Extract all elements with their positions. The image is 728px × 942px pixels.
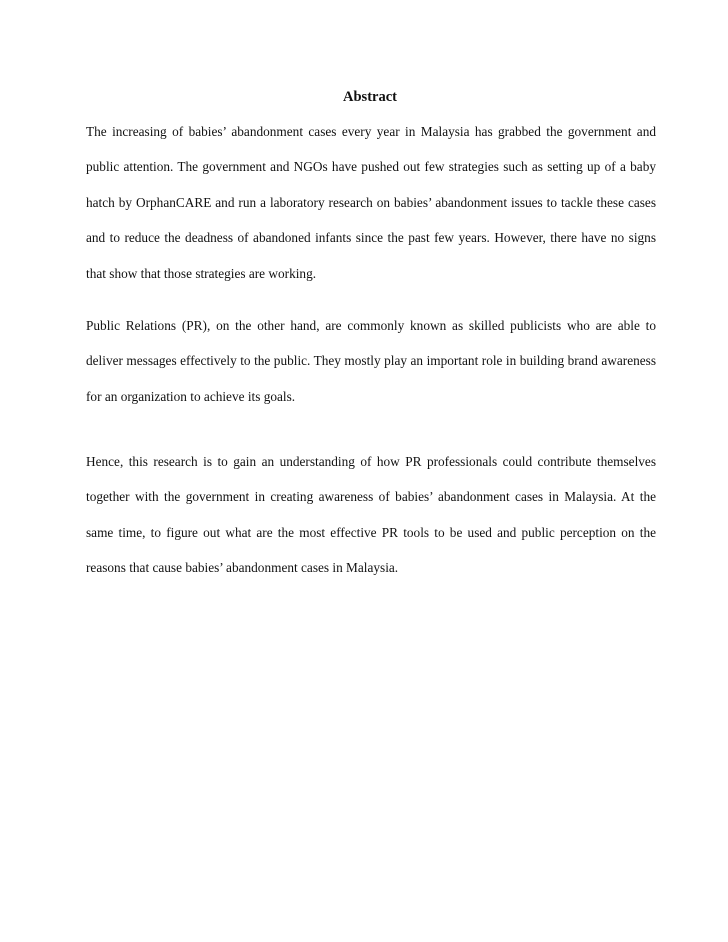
abstract-paragraph-2: Public Relations (PR), on the other hand, are commonly known as skilled publicists who are able to deliver messages effectively to the public. They mostly play an important role in building brand awareness for an organization to achieve its goals. (86, 318, 656, 404)
abstract-paragraph-3: Hence, this research is to gain an understanding of how PR professionals could contribute themselves together with the government in creating awareness of babies’ abandonment cases in Malaysia. At the same time, to figure out what are the most effective PR tools to be used and public perception on the reasons that cause babies’ abandonment cases in Malaysia. (86, 454, 656, 576)
abstract-paragraph-1: The increasing of babies’ abandonment cases every year in Malaysia has grabbed the government and public attention. The government and NGOs have pushed out few strategies such as setting up of a baby hatch by OrphanCARE and run a laboratory research on babies’ abandonment issues to tackle these cases and to reduce the deadness of abandoned infants since the past few years. However, there have no signs that show that those strategies are working. (86, 124, 656, 281)
abstract-heading: Abstract (343, 89, 397, 105)
